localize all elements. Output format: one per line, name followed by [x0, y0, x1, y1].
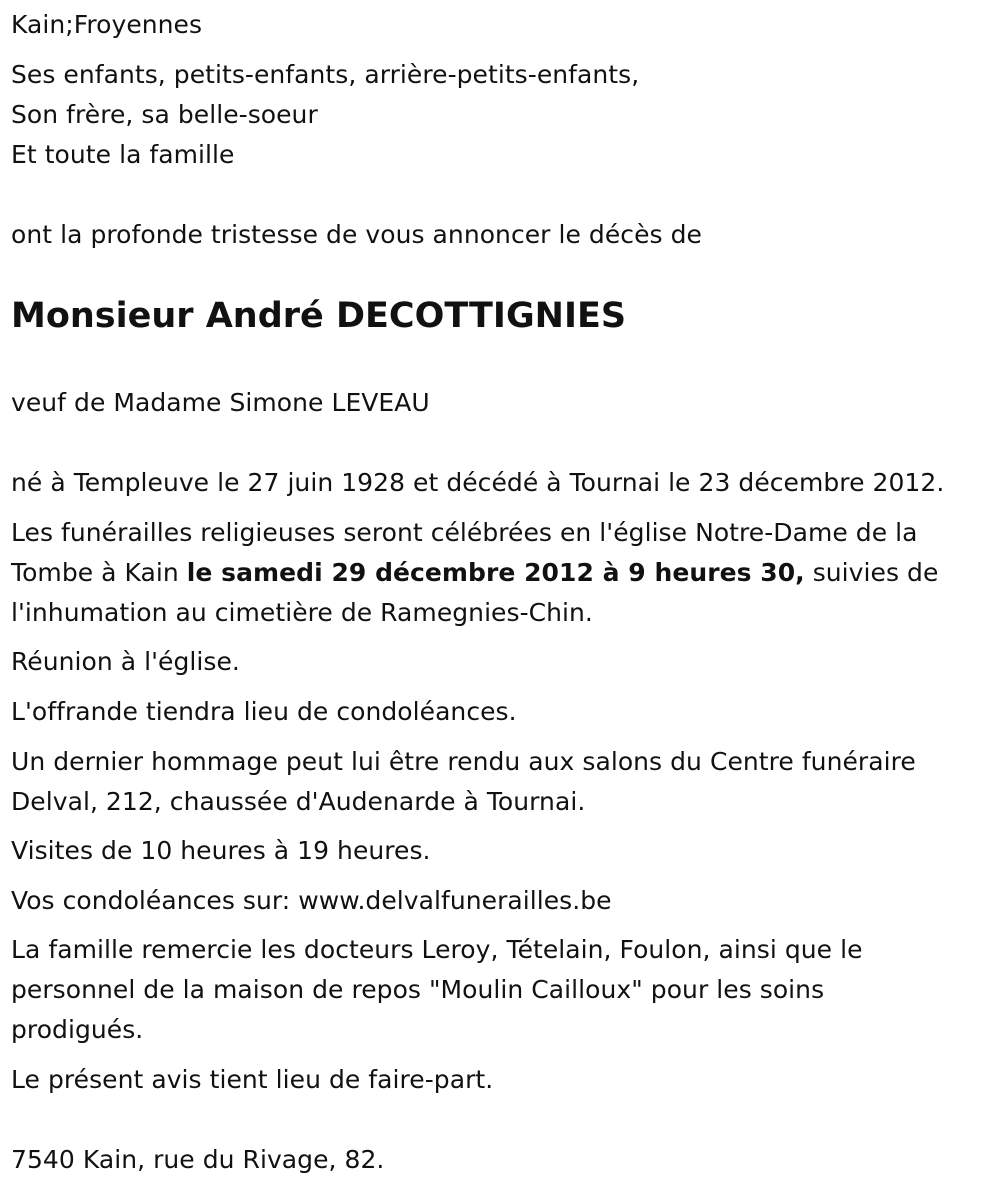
- funeral-date-time: le samedi 29 décembre 2012 à 9 heures 30,: [186, 558, 805, 587]
- location: Kain;Froyennes: [11, 10, 203, 39]
- condolences: Vos condoléances sur: www.delvalfunerailles.be: [11, 886, 612, 915]
- funeral-line-3: l'inhumation au cimetière de Ramegnies-Chin.: [11, 598, 593, 627]
- funeral-line-2: [11, 553, 938, 593]
- family-line-3: Et toute la famille: [11, 140, 235, 169]
- birth-death: né à Templeuve le 27 juin 1928 et décédé à Tournai le 23 décembre 2012.: [11, 468, 945, 497]
- notice: Le présent avis tient lieu de faire-part.: [11, 1065, 494, 1094]
- tribute-line-1: Un dernier hommage peut lui être rendu aux salons du Centre funéraire: [11, 747, 916, 776]
- tribute-line-2: Delval, 212, chaussée d'Audenarde à Tournai.: [11, 787, 586, 816]
- thanks-line-1: La famille remercie les docteurs Leroy, Tételain, Foulon, ainsi que le: [11, 935, 863, 964]
- funeral-line-2-pre: Tombe à Kain: [11, 558, 187, 587]
- funeral-line-2-post: suivies de: [804, 558, 939, 587]
- widow-of: veuf de Madame Simone LEVEAU: [11, 388, 430, 417]
- family-line-1: Ses enfants, petits-enfants, arrière-petits-enfants,: [11, 60, 640, 89]
- family-line-2: Son frère, sa belle-soeur: [11, 100, 318, 129]
- deceased-name: Monsieur André DECOTTIGNIES: [11, 296, 627, 336]
- address: 7540 Kain, rue du Rivage, 82.: [11, 1145, 385, 1174]
- announcement: ont la profonde tristesse de vous annoncer le décès de: [11, 220, 702, 249]
- visits: Visites de 10 heures à 19 heures.: [11, 836, 431, 865]
- funeral-line-1: Les funérailles religieuses seront célébrées en l'église Notre-Dame de la: [11, 518, 918, 547]
- thanks-line-3: prodigués.: [11, 1015, 144, 1044]
- meeting: Réunion à l'église.: [11, 647, 240, 676]
- offering: L'offrande tiendra lieu de condoléances.: [11, 697, 517, 726]
- thanks-line-2: personnel de la maison de repos "Moulin Cailloux" pour les soins: [11, 975, 825, 1004]
